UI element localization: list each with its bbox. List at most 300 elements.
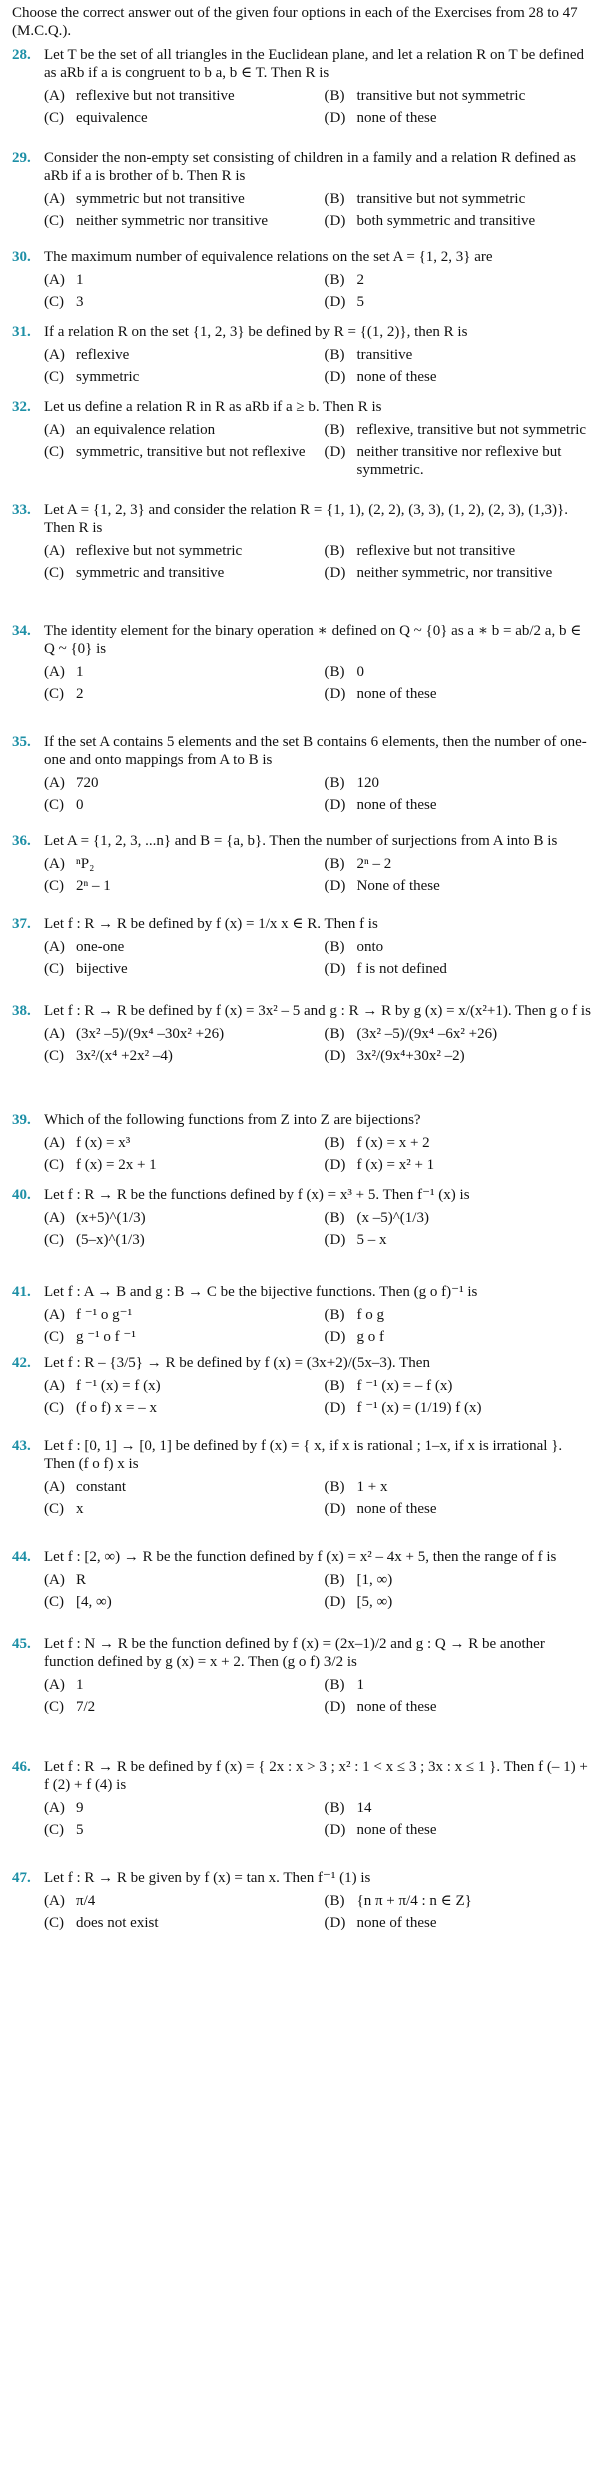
question-number: 46. <box>12 1759 31 1775</box>
option-text: R <box>76 1572 87 1588</box>
option-label: (C) <box>44 213 64 229</box>
option-text: none of these <box>356 1699 437 1715</box>
answer-option[interactable] <box>44 293 313 311</box>
option-label: (B) <box>324 191 345 207</box>
options-grid <box>44 1209 593 1249</box>
option-label: (B) <box>324 1479 345 1495</box>
option-text: none of these <box>356 1501 437 1517</box>
question-block <box>12 1635 593 1716</box>
option-label: (A) <box>44 88 65 104</box>
option-text: f (x) = x + 2 <box>356 1135 430 1151</box>
question-stem: Let f : R → R be given by f (x) = tan x. Then f⁻¹ (1) is <box>44 1870 371 1886</box>
option-label: (D) <box>324 797 346 813</box>
question-number: 31. <box>12 324 31 340</box>
answer-option[interactable] <box>44 542 313 560</box>
answer-option[interactable] <box>325 109 594 127</box>
answer-option[interactable] <box>325 1478 594 1496</box>
option-label: (A) <box>44 1893 65 1909</box>
option-text: 0 <box>356 664 364 680</box>
question <box>12 1002 593 1020</box>
answer-option[interactable] <box>325 1500 594 1518</box>
option-text: 1 + x <box>356 1479 388 1495</box>
option-text: f (x) = 2x + 1 <box>76 1157 157 1173</box>
option-label: (A) <box>44 543 65 559</box>
option-label: (D) <box>324 294 346 310</box>
answer-option[interactable] <box>325 1892 594 1910</box>
option-text: x <box>76 1501 84 1517</box>
answer-option[interactable] <box>44 109 313 127</box>
answer-option[interactable] <box>44 1328 313 1346</box>
option-label: (C) <box>44 1400 64 1416</box>
option-label: (D) <box>324 1501 346 1517</box>
answer-option[interactable] <box>44 1500 313 1518</box>
options-grid <box>44 1025 593 1065</box>
answer-option[interactable] <box>44 1377 313 1395</box>
option-text: f ⁻¹ (x) = – f (x) <box>356 1378 453 1394</box>
option-text: (5–x)^(1/3) <box>76 1232 145 1248</box>
options-grid <box>44 1892 593 1932</box>
option-text: transitive but not symmetric <box>356 88 526 104</box>
question <box>12 915 593 933</box>
option-text: g o f <box>356 1329 384 1345</box>
options-grid <box>44 421 593 479</box>
option-text: symmetric and transitive <box>76 565 225 581</box>
answer-option[interactable] <box>325 1377 594 1395</box>
option-label: (C) <box>44 565 64 581</box>
option-label: (C) <box>44 1329 64 1345</box>
answer-option[interactable] <box>325 1047 594 1065</box>
answer-option[interactable] <box>44 271 313 289</box>
options-grid <box>44 1134 593 1174</box>
option-text: [4, ∞) <box>76 1594 112 1610</box>
option-text: f ⁻¹ (x) = f (x) <box>76 1378 161 1394</box>
option-label: (D) <box>324 1699 346 1715</box>
answer-option[interactable] <box>325 855 594 873</box>
question-stem: Consider the non-empty set consisting of children in a family and a relation R defined as aRb if a is brother of b. Then R is <box>44 150 576 184</box>
question <box>12 149 593 185</box>
question-block <box>12 1283 593 1346</box>
question <box>12 1548 593 1566</box>
option-label: (B) <box>324 543 345 559</box>
option-label: (C) <box>44 1915 64 1931</box>
answer-option[interactable] <box>325 271 594 289</box>
options-grid <box>44 938 593 978</box>
answer-option[interactable] <box>44 663 313 681</box>
option-label: (D) <box>324 1157 346 1173</box>
option-label: (B) <box>324 1572 345 1588</box>
option-label: (D) <box>324 444 346 460</box>
option-text: ⁿP₂ <box>76 856 95 872</box>
question-block <box>12 1869 593 1932</box>
answer-option[interactable] <box>44 212 313 230</box>
option-text: onto <box>356 939 384 955</box>
answer-option[interactable] <box>325 293 594 311</box>
answer-option[interactable] <box>44 1593 313 1611</box>
option-label: (D) <box>324 369 346 385</box>
answer-option[interactable] <box>44 1676 313 1694</box>
answer-option[interactable] <box>325 796 594 814</box>
question <box>12 501 593 537</box>
answer-option[interactable] <box>325 877 594 895</box>
answer-option[interactable] <box>325 1134 594 1152</box>
question-stem: Let f : R → R be defined by f (x) = { 2x : x > 3 ; x² : 1 < x ≤ 3 ; 3x : x ≤ 1 }. Then f (– 1) + f (2) + f (4) is <box>44 1759 588 1793</box>
option-text: 0 <box>76 797 84 813</box>
option-label: (D) <box>324 1232 346 1248</box>
answer-option[interactable] <box>325 1914 594 1932</box>
option-label: (D) <box>324 1048 346 1064</box>
option-label: (C) <box>44 1822 64 1838</box>
question-stem: Let f : [2, ∞) → R be the function defined by f (x) = x² – 4x + 5, then the range of f is <box>44 1549 557 1565</box>
answer-option[interactable] <box>325 87 594 105</box>
question-block <box>12 1002 593 1065</box>
answer-option[interactable] <box>325 1306 594 1324</box>
question <box>12 1354 593 1372</box>
option-label: (D) <box>324 1822 346 1838</box>
option-text: does not exist <box>76 1915 159 1931</box>
option-label: (B) <box>324 422 345 438</box>
option-text: 5 – x <box>356 1232 387 1248</box>
answer-option[interactable] <box>325 774 594 792</box>
option-label: (C) <box>44 686 64 702</box>
answer-option[interactable] <box>44 1306 313 1324</box>
option-label: (A) <box>44 664 65 680</box>
answer-option[interactable] <box>44 1698 313 1716</box>
answer-option[interactable] <box>325 346 594 364</box>
option-label: (A) <box>44 1572 65 1588</box>
option-text: 2ⁿ – 2 <box>356 856 392 872</box>
answer-option[interactable] <box>44 421 313 439</box>
answer-option[interactable] <box>44 564 313 582</box>
answer-option[interactable] <box>325 443 594 479</box>
option-text: symmetric <box>76 369 140 385</box>
answer-option[interactable] <box>44 1209 313 1227</box>
options-grid <box>44 1799 593 1839</box>
option-label: (B) <box>324 1677 345 1693</box>
question-stem: Let A = {1, 2, 3} and consider the relation R = {1, 1), (2, 2), (3, 3), (1, 2), (2, 3), (1,3)}. Then R is <box>44 502 568 536</box>
option-label: (D) <box>324 1400 346 1416</box>
question-number: 37. <box>12 916 31 932</box>
question-number: 33. <box>12 502 31 518</box>
answer-option[interactable] <box>44 1571 313 1589</box>
answer-option[interactable] <box>325 663 594 681</box>
answer-option[interactable] <box>325 1676 594 1694</box>
option-label: (A) <box>44 1479 65 1495</box>
option-text: (x –5)^(1/3) <box>356 1210 429 1226</box>
answer-option[interactable] <box>325 1328 594 1346</box>
question-block <box>12 622 593 703</box>
question-stem: Let f : A → B and g : B → C be the bijective functions. Then (g o f)⁻¹ is <box>44 1284 478 1300</box>
option-text: 3x²/(x⁴ +2x² –4) <box>76 1048 173 1064</box>
option-text: transitive <box>356 347 413 363</box>
question-block <box>12 248 593 311</box>
option-text: 7/2 <box>76 1699 96 1715</box>
option-label: (A) <box>44 1026 65 1042</box>
option-text: [1, ∞) <box>356 1572 393 1588</box>
option-label: (C) <box>44 294 64 310</box>
answer-option[interactable] <box>44 855 313 873</box>
options-grid <box>44 346 593 386</box>
question-number: 47. <box>12 1870 31 1886</box>
question-stem: Which of the following functions from Z into Z are bijections? <box>44 1112 421 1128</box>
question-stem: If the set A contains 5 elements and the set B contains 6 elements, then the number of one-one and onto mappings from A to B is <box>44 734 587 768</box>
question-number: 41. <box>12 1284 31 1300</box>
question-number: 29. <box>12 150 31 166</box>
question-block <box>12 398 593 479</box>
option-text: none of these <box>356 686 437 702</box>
option-label: (C) <box>44 1501 64 1517</box>
option-text: constant <box>76 1479 126 1495</box>
option-label: (D) <box>324 1915 346 1931</box>
question-number: 36. <box>12 833 31 849</box>
option-label: (D) <box>324 961 346 977</box>
answer-option[interactable] <box>325 960 594 978</box>
answer-option[interactable] <box>325 938 594 956</box>
answer-option[interactable] <box>325 542 594 560</box>
option-text: None of these <box>356 878 440 894</box>
question-stem: Let A = {1, 2, 3, ...n} and B = {a, b}. Then the number of surjections from A into B is <box>44 833 558 849</box>
option-text: f ⁻¹ (x) = (1/19) f (x) <box>356 1400 482 1416</box>
option-label: (A) <box>44 856 65 872</box>
answer-option[interactable] <box>325 1399 594 1417</box>
question <box>12 323 593 341</box>
option-label: (C) <box>44 110 64 126</box>
option-text: f is not defined <box>356 961 447 977</box>
options-grid <box>44 542 593 582</box>
options-grid <box>44 1478 593 1518</box>
option-text: 1 <box>76 664 84 680</box>
options-grid <box>44 271 593 311</box>
answer-option[interactable] <box>44 1156 313 1174</box>
option-label: (A) <box>44 1135 65 1151</box>
question-block <box>12 1186 593 1249</box>
option-text: both symmetric and transitive <box>356 213 536 229</box>
question-number: 45. <box>12 1636 31 1652</box>
option-label: (B) <box>324 1135 345 1151</box>
question <box>12 1186 593 1204</box>
answer-option[interactable] <box>44 1047 313 1065</box>
question-number: 35. <box>12 734 31 750</box>
options-grid <box>44 1306 593 1346</box>
option-label: (B) <box>324 1026 345 1042</box>
option-text: f ⁻¹ o g⁻¹ <box>76 1307 133 1323</box>
option-label: (A) <box>44 191 65 207</box>
question-number: 44. <box>12 1549 31 1565</box>
answer-option[interactable] <box>44 443 313 479</box>
option-text: 1 <box>356 1677 364 1693</box>
option-label: (C) <box>44 797 64 813</box>
option-text: neither symmetric nor transitive <box>76 213 269 229</box>
option-label: (C) <box>44 369 64 385</box>
option-label: (D) <box>324 1329 346 1345</box>
option-label: (A) <box>44 939 65 955</box>
question-stem: Let f : N → R be the function defined by f (x) = (2x–1)/2 and g : Q → R be another function defined by g (x) = x + 2. Then (g o f) 3/2 is <box>44 1636 545 1670</box>
question-block <box>12 1758 593 1839</box>
option-text: 3 <box>76 294 84 310</box>
option-text: reflexive but not transitive <box>76 88 235 104</box>
question-block <box>12 915 593 978</box>
question-number: 40. <box>12 1187 31 1203</box>
question <box>12 398 593 416</box>
question-number: 39. <box>12 1112 31 1128</box>
answer-option[interactable] <box>44 1231 313 1249</box>
answer-option[interactable] <box>325 421 594 439</box>
options-grid <box>44 87 593 127</box>
option-text: reflexive but not transitive <box>356 543 516 559</box>
options-grid <box>44 190 593 230</box>
answer-option[interactable] <box>44 774 313 792</box>
question-number: 28. <box>12 47 31 63</box>
question <box>12 1437 593 1473</box>
option-text: one-one <box>76 939 125 955</box>
answer-option[interactable] <box>44 960 313 978</box>
option-label: (C) <box>44 961 64 977</box>
option-text: 2 <box>356 272 364 288</box>
question-number: 34. <box>12 623 31 639</box>
answer-option[interactable] <box>325 685 594 703</box>
option-label: (D) <box>324 878 346 894</box>
answer-option[interactable] <box>44 1821 313 1839</box>
question-block <box>12 832 593 895</box>
question-block <box>12 1437 593 1518</box>
answer-option[interactable] <box>44 1799 313 1817</box>
option-label: (C) <box>44 1594 64 1610</box>
answer-option[interactable] <box>325 1025 594 1043</box>
question-block <box>12 1111 593 1174</box>
option-text: (f o f) x = – x <box>76 1400 157 1416</box>
options-grid <box>44 1377 593 1417</box>
option-text: π/4 <box>76 1893 96 1909</box>
option-text: none of these <box>356 369 437 385</box>
question-stem: Let f : R → R be defined by f (x) = 3x² – 5 and g : R → R by g (x) = x/(x²+1). Then g o f is <box>44 1003 591 1019</box>
answer-option[interactable] <box>325 564 594 582</box>
option-label: (D) <box>324 565 346 581</box>
option-text: 9 <box>76 1800 84 1816</box>
option-text: 120 <box>356 775 379 791</box>
option-label: (B) <box>324 88 345 104</box>
option-text: transitive but not symmetric <box>356 191 526 207</box>
answer-option[interactable] <box>325 1209 594 1227</box>
option-label: (B) <box>324 1210 345 1226</box>
option-text: 5 <box>356 294 364 310</box>
question-number: 42. <box>12 1355 31 1371</box>
answer-option[interactable] <box>325 1593 594 1611</box>
option-text: 1 <box>76 1677 84 1693</box>
answer-option[interactable] <box>325 368 594 386</box>
question-stem: Let f : R → R be defined by f (x) = 1/x x ∈ R. Then f is <box>44 916 378 932</box>
answer-option[interactable] <box>44 685 313 703</box>
option-label: (D) <box>324 1594 346 1610</box>
question-list <box>12 46 593 1932</box>
option-label: (B) <box>324 775 345 791</box>
option-text: neither symmetric, nor transitive <box>356 565 553 581</box>
option-label: (C) <box>44 1048 64 1064</box>
answer-option[interactable] <box>44 1892 313 1910</box>
option-label: (B) <box>324 939 345 955</box>
option-label: (B) <box>324 347 345 363</box>
question <box>12 832 593 850</box>
question-number: 43. <box>12 1438 31 1454</box>
option-label: (B) <box>324 1800 345 1816</box>
instructions: Choose the correct answer out of the given four options in each of the Exercises from 28 to 47 (M.C.Q.). <box>12 5 578 39</box>
option-label: (B) <box>324 1307 345 1323</box>
question-stem: Let us define a relation R in R as aRb if a ≥ b. Then R is <box>44 399 382 415</box>
option-text: f o g <box>356 1307 384 1323</box>
answer-option[interactable] <box>44 1025 313 1043</box>
answer-option[interactable] <box>44 877 313 895</box>
option-label: (A) <box>44 1307 65 1323</box>
answer-option[interactable] <box>44 87 313 105</box>
answer-option[interactable] <box>44 796 313 814</box>
option-label: (D) <box>324 110 346 126</box>
option-text: [5, ∞) <box>356 1594 393 1610</box>
answer-option[interactable] <box>44 1399 313 1417</box>
question <box>12 733 593 769</box>
option-text: reflexive, transitive but not symmetric <box>356 422 587 438</box>
option-label: (B) <box>324 1378 345 1394</box>
option-label: (A) <box>44 1210 65 1226</box>
option-text: none of these <box>356 1822 437 1838</box>
answer-option[interactable] <box>44 1478 313 1496</box>
question <box>12 1111 593 1129</box>
option-text: f (x) = x² + 1 <box>356 1157 435 1173</box>
option-label: (A) <box>44 1677 65 1693</box>
option-label: (C) <box>44 1157 64 1173</box>
answer-option[interactable] <box>325 1156 594 1174</box>
option-label: (A) <box>44 775 65 791</box>
option-label: (A) <box>44 422 65 438</box>
option-label: (A) <box>44 347 65 363</box>
option-text: (3x² –5)/(9x⁴ –6x² +26) <box>356 1026 498 1042</box>
option-text: none of these <box>356 1915 437 1931</box>
answer-option[interactable] <box>44 368 313 386</box>
option-text: {n π + π/4 : n ∈ Z} <box>356 1893 472 1909</box>
option-label: (D) <box>324 213 346 229</box>
question-number: 30. <box>12 249 31 265</box>
options-grid <box>44 774 593 814</box>
option-label: (D) <box>324 686 346 702</box>
option-text: an equivalence relation <box>76 422 216 438</box>
answer-option[interactable] <box>325 1571 594 1589</box>
answer-option[interactable] <box>325 212 594 230</box>
option-text: 14 <box>356 1800 372 1816</box>
option-text: symmetric, transitive but not reflexive <box>76 444 306 460</box>
option-text: 3x²/(9x⁴+30x² –2) <box>356 1048 465 1064</box>
answer-option[interactable] <box>44 1134 313 1152</box>
answer-option[interactable] <box>325 1821 594 1839</box>
option-text: reflexive but not symmetric <box>76 543 243 559</box>
option-label: (B) <box>324 272 345 288</box>
answer-option[interactable] <box>44 938 313 956</box>
answer-option[interactable] <box>44 190 313 208</box>
option-text: equivalence <box>76 110 148 126</box>
option-text: none of these <box>356 110 437 126</box>
answer-option[interactable] <box>325 1698 594 1716</box>
option-label: (B) <box>324 1893 345 1909</box>
option-text: neither transitive nor reflexive but symmetric. <box>356 444 562 478</box>
answer-option[interactable] <box>44 346 313 364</box>
question <box>12 1283 593 1301</box>
answer-option[interactable] <box>44 1914 313 1932</box>
option-text: 2ⁿ – 1 <box>76 878 111 894</box>
answer-option[interactable] <box>325 1799 594 1817</box>
option-text: 5 <box>76 1822 84 1838</box>
question-number: 38. <box>12 1003 31 1019</box>
question-block <box>12 1548 593 1611</box>
answer-option[interactable] <box>325 190 594 208</box>
option-text: g ⁻¹ o f ⁻¹ <box>76 1329 136 1345</box>
answer-option[interactable] <box>325 1231 594 1249</box>
option-text: 2 <box>76 686 84 702</box>
